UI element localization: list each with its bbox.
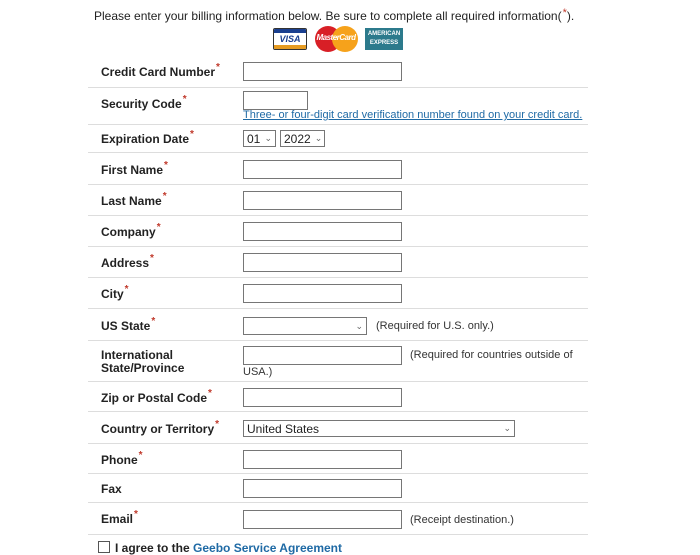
agreement-row <box>98 541 342 555</box>
company-label: Company* <box>101 222 161 239</box>
address-input[interactable] <box>243 253 402 272</box>
mastercard-logo-icon: MasterCard <box>313 26 359 52</box>
us-state-label: US State* <box>101 316 156 333</box>
city-input[interactable] <box>243 284 402 303</box>
billing-form <box>88 57 588 535</box>
visa-logo-icon: VISA <box>273 28 307 50</box>
row-city <box>88 278 588 309</box>
phone-label: Phone* <box>101 450 143 467</box>
city-label: City* <box>101 284 129 301</box>
address-label: Address* <box>101 253 154 270</box>
phone-input[interactable] <box>243 450 402 469</box>
row-card-number <box>88 57 588 88</box>
chevron-down-icon: ⌄ <box>503 423 511 433</box>
intl-state-note-cont: USA.) <box>243 366 273 378</box>
row-fax <box>88 474 588 503</box>
email-input[interactable] <box>243 510 402 529</box>
row-us-state <box>88 309 588 341</box>
card-number-input[interactable] <box>243 62 402 81</box>
last-name-label: Last Name* <box>101 191 167 208</box>
email-note: (Receipt destination.) <box>410 514 514 526</box>
country-select[interactable]: United States ⌄ <box>243 420 515 437</box>
row-phone <box>88 444 588 474</box>
first-name-input[interactable] <box>243 160 402 179</box>
agree-checkbox[interactable] <box>98 541 110 553</box>
company-input[interactable] <box>243 222 402 241</box>
expiration-month-select[interactable]: 01 ⌄ <box>243 130 276 147</box>
row-first-name <box>88 153 588 185</box>
last-name-input[interactable] <box>243 191 402 210</box>
intl-state-label: International State/Province <box>101 348 185 375</box>
row-security-code <box>88 88 588 125</box>
agree-label: I agree to the <box>115 541 194 555</box>
row-email <box>88 503 588 535</box>
zip-input[interactable] <box>243 388 402 407</box>
security-code-label: Security Code* <box>101 94 187 111</box>
row-last-name <box>88 185 588 216</box>
row-zip <box>88 382 588 412</box>
intl-state-note: (Required for countries outside of <box>410 349 573 361</box>
row-country <box>88 412 588 444</box>
card-number-label: Credit Card Number* <box>101 62 220 79</box>
expiration-year-select[interactable]: 2022 ⌄ <box>280 130 325 147</box>
chevron-down-icon: ⌄ <box>264 133 272 143</box>
security-code-input[interactable] <box>243 91 308 110</box>
accepted-cards <box>273 26 403 52</box>
row-intl-state <box>88 341 588 382</box>
service-agreement-link[interactable]: Geebo Service Agreement <box>193 541 342 555</box>
expiration-label: Expiration Date* <box>101 129 194 146</box>
us-state-select[interactable] <box>243 317 367 335</box>
zip-label: Zip or Postal Code* <box>101 388 212 405</box>
country-label: Country or Territory* <box>101 419 220 436</box>
chevron-down-icon: ⌄ <box>355 320 363 331</box>
fax-label: Fax <box>101 482 122 496</box>
intl-state-input[interactable] <box>243 346 402 365</box>
us-state-note: (Required for U.S. only.) <box>376 320 494 332</box>
row-address <box>88 247 588 278</box>
billing-instructions: Please enter your billing information below. Be sure to complete all required information(*). <box>94 7 575 23</box>
row-expiration <box>88 125 588 153</box>
amex-logo-icon: AMERICAN EXPRESS <box>365 28 403 50</box>
row-company <box>88 216 588 247</box>
fax-input[interactable] <box>243 479 402 498</box>
email-label: Email* <box>101 509 138 526</box>
first-name-label: First Name* <box>101 160 168 177</box>
chevron-down-icon: ⌄ <box>314 133 323 143</box>
security-code-help-link[interactable]: Three- or four-digit card verification number found on your credit card. <box>243 109 583 121</box>
